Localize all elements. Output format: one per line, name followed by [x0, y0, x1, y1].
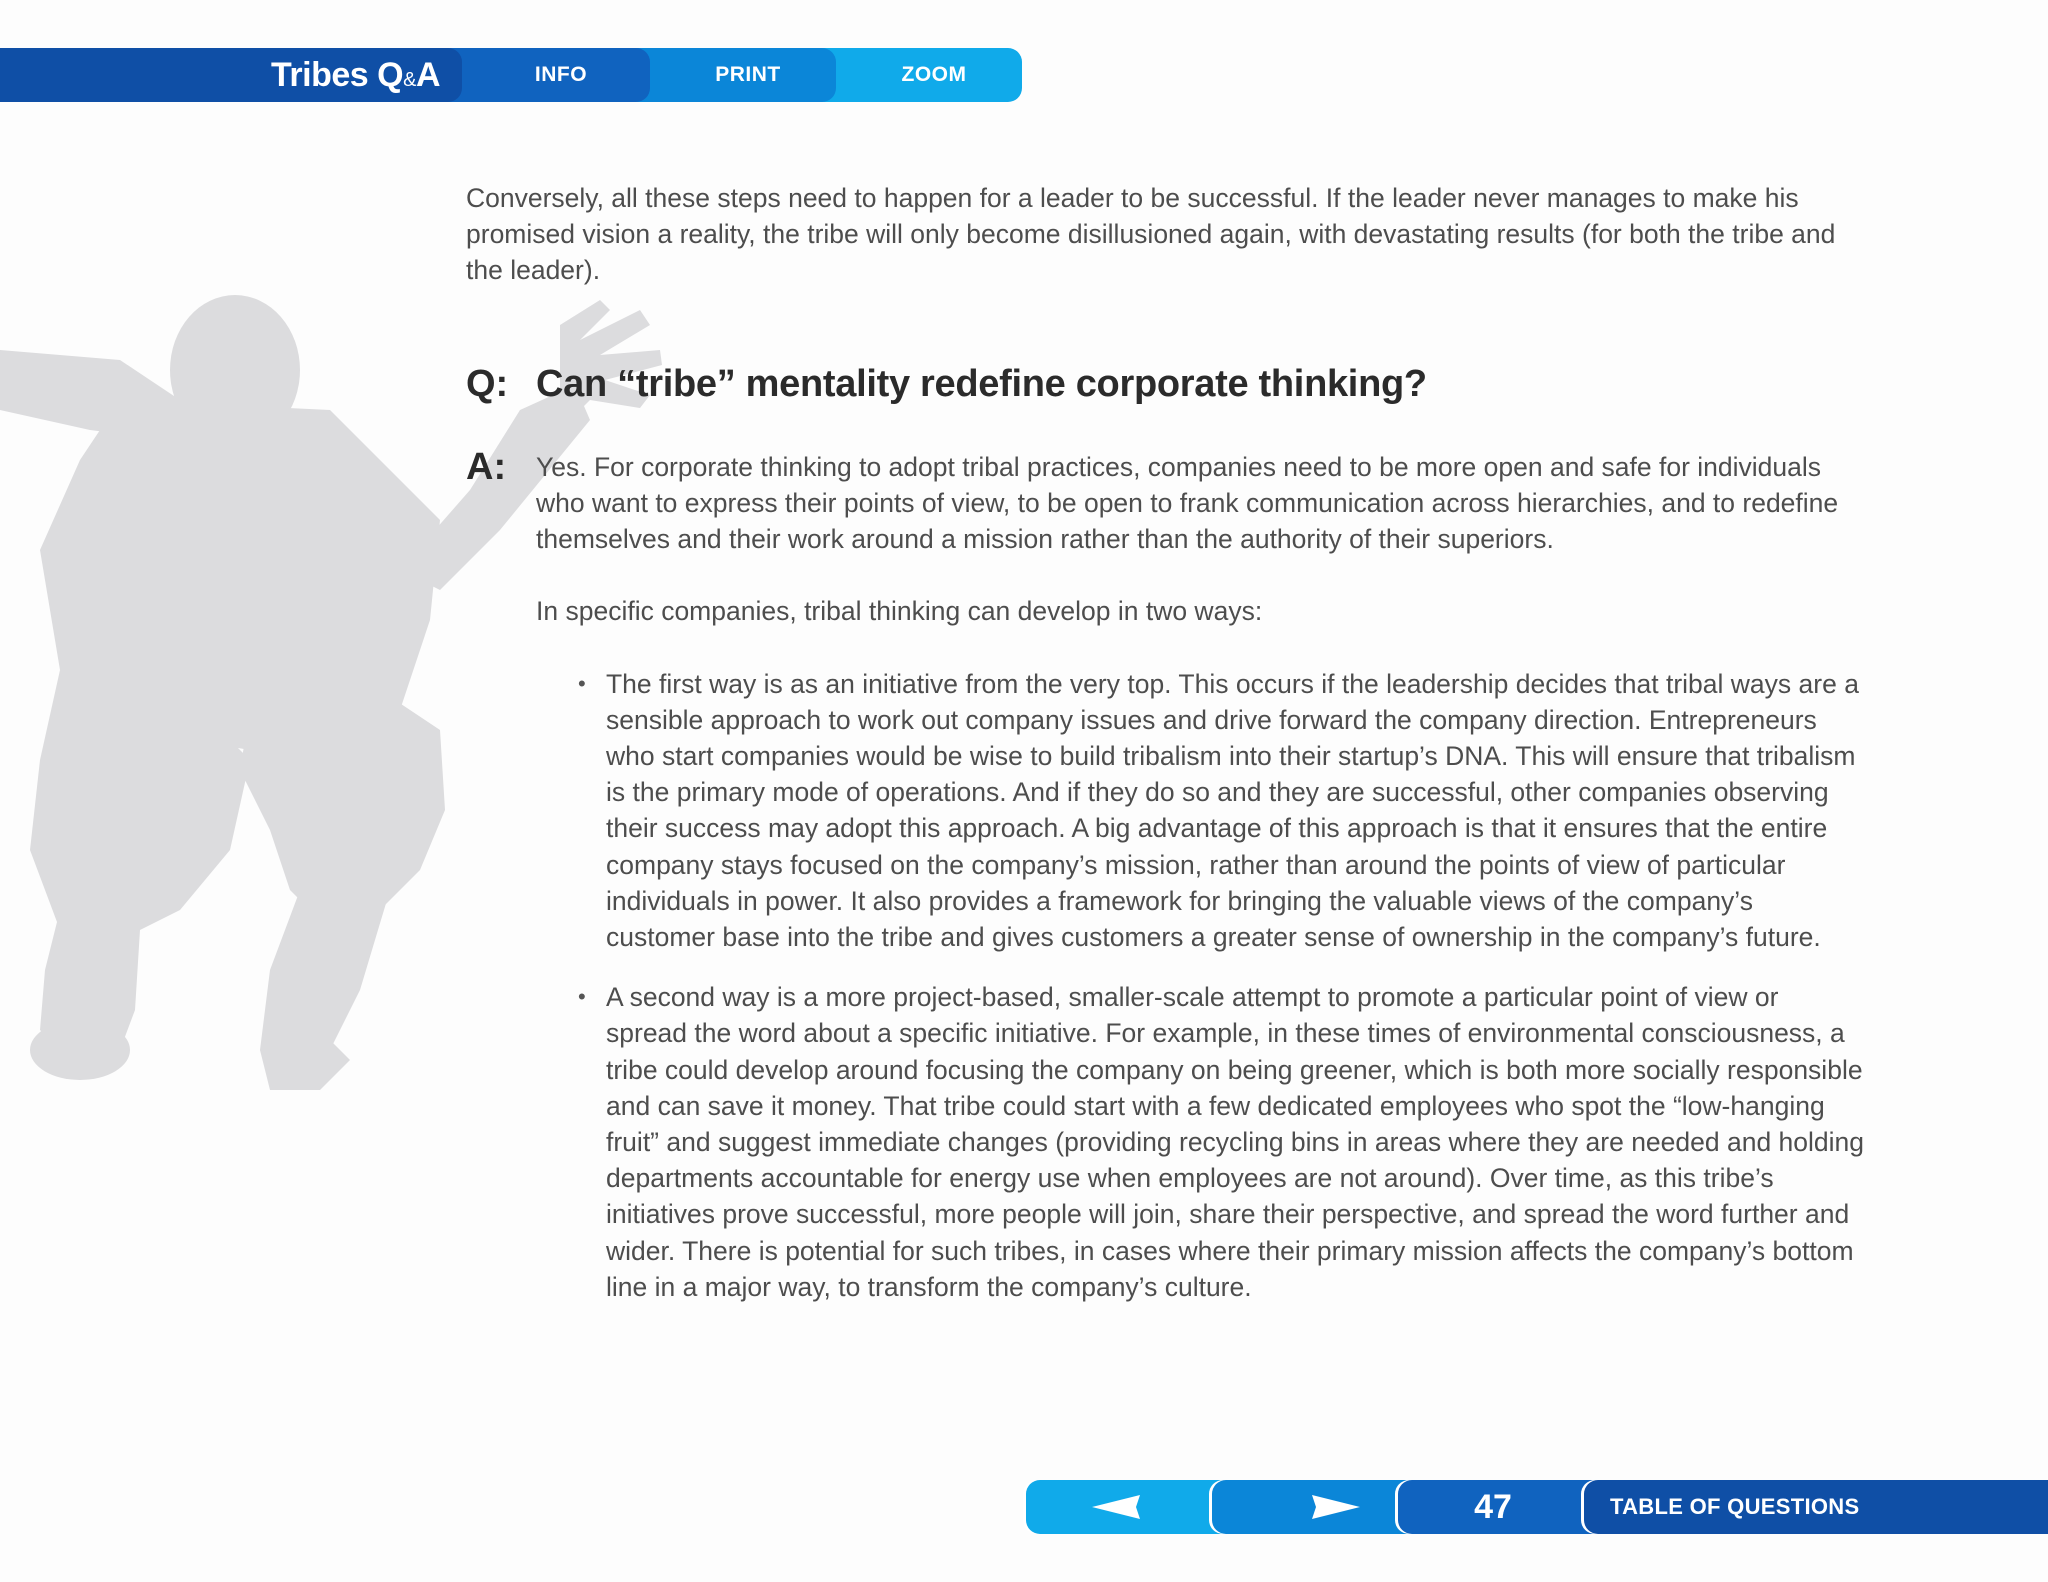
next-page-button[interactable] [1212, 1480, 1422, 1534]
list-item [578, 979, 1866, 1305]
list-item [578, 666, 1866, 956]
main-content [466, 180, 1866, 1329]
answer-paragraph: Yes. For corporate thinking to adopt tribal practices, companies need to be more open and safe for individuals who want to express their points of view, to be open to frank communication across hierarchies, and to redefine themselves and their work around a mission rather than the authority of their superiors. [536, 451, 1839, 555]
zoom-tab[interactable]: ZOOM [816, 48, 1022, 102]
question-heading: Can “tribe” mentality redefine corporate thinking? [536, 362, 1427, 405]
answer-row [466, 445, 1866, 1329]
question-row [466, 362, 1866, 405]
question-label: Q: [466, 362, 509, 405]
arrow-right-icon [1312, 1495, 1360, 1519]
brand-title [0, 48, 462, 102]
info-tab[interactable]: INFO [442, 48, 650, 102]
print-tab[interactable]: PRINT [630, 48, 836, 102]
table-of-questions-button[interactable]: TABLE OF QUESTIONS [1584, 1480, 2048, 1534]
brand-title-end: A [415, 56, 440, 94]
bullet-icon: • [578, 984, 586, 1010]
bullet-icon: • [578, 670, 586, 696]
answer-body [536, 449, 1866, 1329]
top-navigation [0, 48, 1022, 102]
answer-bullet-list [536, 666, 1866, 1305]
answer-label: A: [466, 445, 507, 488]
bullet-text: The first way is as an initiative from the very top. This occurs if the leadership decides that tribal ways are a sensible approach to work out company issues and drive forward the company direction. Entrepreneurs who start companies would be wise to build tribalism into their startup’s DNA. This will ensure that tribalism is the primary mode of operations. And if they do so and they are successful, other companies observing their success may adopt this approach. A big advantage of this approach is that it ensures that the entire company stays focused on the company’s mission, rather than around the points of view of particular individuals in power. It also provides a framework for bringing the valuable views of the company’s customer base into the tribe and gives customers a greater sense of ownership in the company’s future. [606, 668, 1859, 953]
bottom-navigation [1026, 1480, 2048, 1534]
answer-paragraph: In specific companies, tribal thinking can develop in two ways: [536, 596, 1263, 627]
brand-title-main: Tribes Q [271, 56, 404, 94]
intro-paragraph: Conversely, all these steps need to happen for a leader to be successful. If the leader never manages to make his promised vision a reality, the tribe will only become disillusioned again, with devastating results (for both the tribe and the leader). [466, 183, 1836, 286]
brand-title-amp: & [403, 69, 416, 91]
page-number: 47 [1398, 1480, 1608, 1534]
arrow-left-icon [1092, 1495, 1140, 1519]
previous-page-button[interactable] [1026, 1480, 1236, 1534]
bullet-text: A second way is a more project-based, smaller-scale attempt to promote a particular point of view or spread the word about a specific initiative. For example, in these times of environmental consciousness, a tribe could develop around focusing the company on being greener, which is both more socially responsible and can save it money. That tribe could start with a few dedicated employees who spot the “low-hanging fruit” and suggest immediate changes (providing recycling bins in areas where they are needed and holding departments accountable for energy use when employees are not around). Over time, as this tribe’s initiatives prove successful, more people will join, share their perspective, and spread the word further and wider. There is potential for such tribes, in cases where their primary mission affects the company’s bottom line in a major way, to transform the company’s culture. [606, 982, 1865, 1302]
